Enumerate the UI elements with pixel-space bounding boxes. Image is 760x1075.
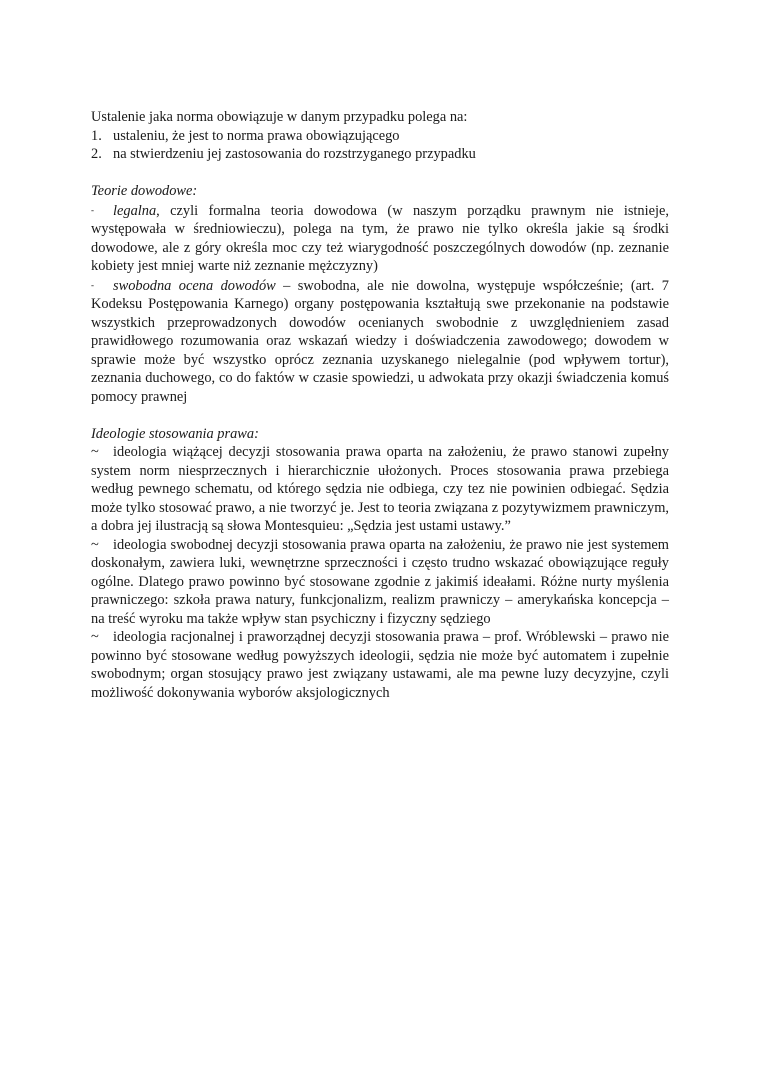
list-number: 2.: [91, 146, 102, 162]
list-item-text: ustaleniu, że jest to norma prawa obowiązującego: [113, 127, 400, 144]
ideology-item-free: [91, 536, 669, 629]
intro-text: Ustalenie jaka norma obowiązuje w danym przypadku polega na:: [91, 109, 468, 125]
dash-bullet-icon: -: [91, 204, 94, 215]
term-label: swobodna ocena dowodów: [113, 277, 276, 294]
tilde-bullet-icon: ~: [91, 444, 99, 460]
ideology-item-binding: [91, 443, 669, 536]
item-text: – swobodna, ale nie dowolna, występuje współcześnie; (art. 7 Kodeksu Postępowania Karnego) organy postępowania kształtują swe przekonanie na podstawie wszystkich przeprowadzonych dowodów ocenianych swobodnie z uwzględnieniem zasad prawidłowego rozumowania oraz wskazań wiedzy i doświadczenia zawodowego; dowodem w sprawie może być wszystko oprócz zeznania uzyskanego nielegalnie (pod wpływem tortur), zeznania duchowego, co do faktów w czasie spowiedzi, u adwokata przy okazji świadczenia komuś pomocy prawnej: [91, 277, 669, 405]
tilde-bullet-icon: ~: [91, 629, 99, 645]
list-item-step-2: [91, 145, 669, 164]
tilde-bullet-icon: ~: [91, 536, 99, 553]
paragraph-gap: [91, 406, 669, 425]
paragraph-gap: [91, 164, 669, 183]
evidence-item-legal: [91, 201, 669, 276]
dash-bullet-icon: -: [91, 279, 94, 290]
list-number: 1.: [91, 127, 102, 144]
evidence-item-free-assessment: [91, 276, 669, 407]
item-text: ideologia wiążącej decyzji stosowania prawa oparta na założeniu, że prawo stanowi zupełny system norm niesprzecznych i hierarchicznie ułożonych. Proces stosowania prawa przebiega według pewnego schematu, od którego sędzia nie odbiega, czy tez nie powinien odbiegać. Sędzia może tylko stosować prawo, a nie tworzyć je. Jest to teoria związana z pozytywizmem prawniczym, a dobra jej ilustracją są słowa Montesquieu: „Sędzia jest ustami ustawy.”: [91, 444, 669, 534]
section-heading-evidence: Teorie dowodowe:: [91, 183, 198, 199]
item-text: , czyli formalna teoria dowodowa (w naszym porządku prawnym nie istnieje, występowała w średniowieczu), polega na tym, że prawo nie tylko określa jakie są środki dowodowe, ale z góry określa moc czy też wiarygodność poszczególnych dowodów (np. zeznanie kobiety jest mniej warte niż zeznanie mężczyzny): [91, 202, 669, 274]
item-text: ideologia racjonalnej i praworządnej decyzji stosowania prawa – prof. Wróblewski – prawo nie powinno być stosowane według powyższych ideologii, sędzia nie może być automatem i zupełnie swobodnym; organ stosujący prawo jest związany ustawami, ale ma pewne luzy decyzyjne, czyli możliwość dokonywania wyborów aksjologicznych: [91, 629, 669, 701]
term-label: legalna: [113, 202, 157, 219]
document-page: [91, 108, 669, 702]
item-text: ideologia swobodnej decyzji stosowania prawa oparta na założeniu, że prawo nie jest systemem doskonałym, zawiera luki, wewnętrzne sprzeczności i często trudno wskazać obowiązujące reguły ogólne. Dlatego prawo powinno być stosowane zgodnie z jakimiś ideałami. Różne nurty myślenia prawniczego: szkoła prawa natury, funkcjonalizm, realizm prawniczy – amerykańska koncepcja – na treść wyroku ma także wpływ stan psychiczny i fizyczny sędziego: [91, 536, 669, 627]
ideology-item-rational: [91, 628, 669, 702]
list-item-step-1: [91, 127, 669, 146]
list-item-text: na stwierdzeniu jej zastosowania do rozstrzyganego przypadku: [113, 146, 476, 162]
section-heading-ideologies: Ideologie stosowania prawa:: [91, 425, 259, 442]
